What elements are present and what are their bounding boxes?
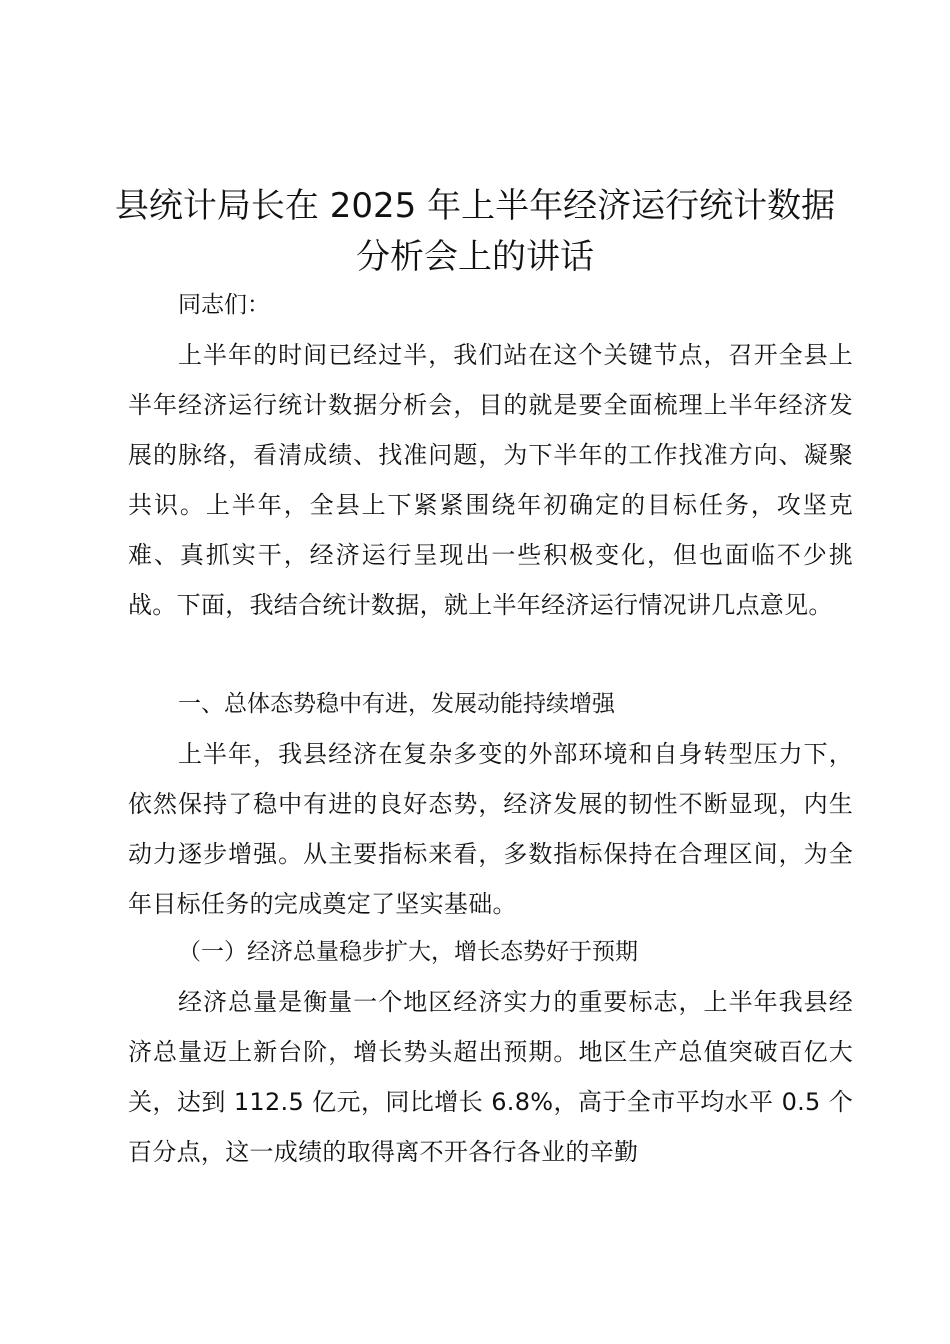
salutation: 同志们： — [178, 292, 270, 318]
paragraph-intro: 上半年的时间已经过半，我们站在这个关键节点，召开全县上半年经济运行统计数据分析会，目的就是要全面梳理上半年经济发展的脉络，看清成绩、找准问题，为下半年的工作找准方向、凝聚共识。上半年，全县上下紧紧围绕年初确定的目标任务，攻坚克难、真抓实干，经济运行呈现出一些积极变化，但也面临不少挑战。下面，我结合统计数据，就上半年经济运行情况讲几点意见。 — [128, 341, 853, 619]
paragraph-overview: 上半年，我县经济在复杂多变的外部环境和自身转型压力下，依然保持了稳中有进的良好态势，经济发展的韧性不断显现，内生动力逐步增强。从主要指标来看，多数指标保持在合理区间，为全年目标任务的完成奠定了坚实基础。 — [128, 740, 853, 918]
section-heading-1: 一、总体态势稳中有进，发展动能持续增强 — [178, 691, 615, 717]
subsection-heading-1: （一）经济总量稳步扩大，增长态势好于预期 — [178, 939, 638, 965]
document-title: 县统计局长在 2025 年上半年经济运行统计数据分析会上的讲话 — [114, 185, 836, 277]
paragraph-economic-total: 经济总量是衡量一个地区经济实力的重要标志，上半年我县经济总量迈上新台阶，增长势头超出预期。地区生产总值突破百亿大关，达到 112.5 亿元，同比增长 6.8%，高于全市平均水平 0.5 个百分点，这一成绩的取得离不开各行各业的辛勤 — [128, 988, 853, 1166]
